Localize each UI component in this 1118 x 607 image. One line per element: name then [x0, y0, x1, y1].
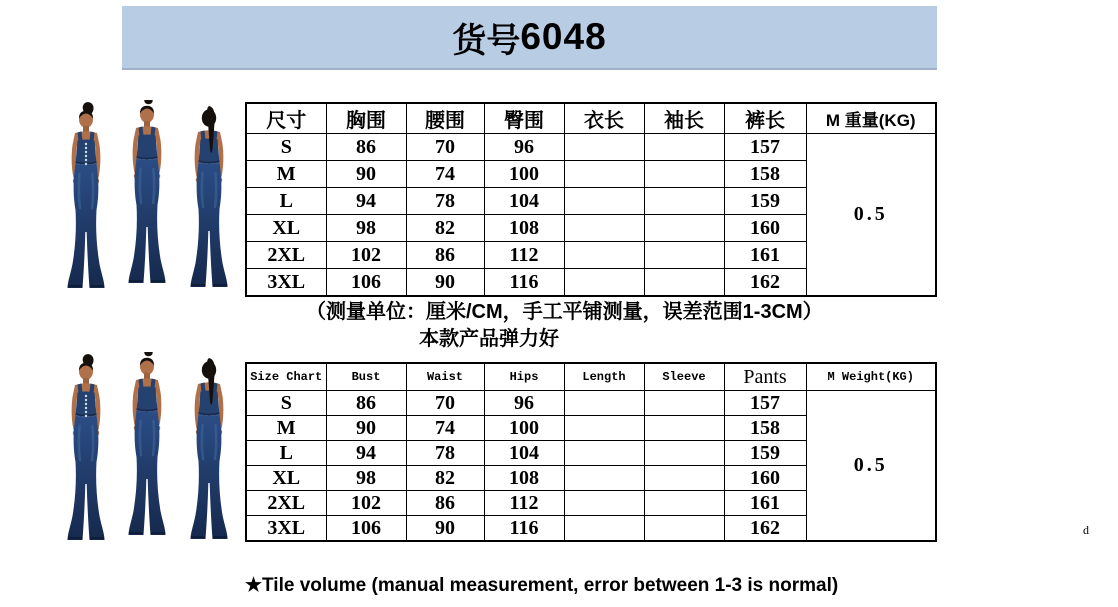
column-header-pants: Pants [724, 363, 806, 391]
column-header-bust: Bust [326, 363, 406, 391]
cell-pants: 160 [724, 215, 806, 242]
tile-volume-note: ★Tile volume (manual measurement, error between 1-3 is normal) [245, 575, 839, 596]
cell-bust: 98 [326, 215, 406, 242]
cell-bust: 86 [326, 391, 406, 416]
cell-hips: 104 [484, 441, 564, 466]
column-header-weight: M Weight(KG) [806, 363, 936, 391]
cell-waist: 90 [406, 516, 484, 542]
column-header-hips: 臀围 [484, 103, 564, 134]
cell-size: S [246, 391, 326, 416]
cell-waist: 78 [406, 188, 484, 215]
cell-hips: 116 [484, 516, 564, 542]
size-table-cn [245, 102, 937, 297]
cell-waist: 74 [406, 161, 484, 188]
cell-pants: 161 [724, 491, 806, 516]
table-row [246, 391, 936, 416]
cell-bust: 102 [326, 242, 406, 269]
cell-size: M [246, 161, 326, 188]
column-header-length: Length [564, 363, 644, 391]
column-header-waist: Waist [406, 363, 484, 391]
cell-waist: 70 [406, 391, 484, 416]
item-number-banner [122, 6, 937, 70]
column-header-size: Size Chart [246, 363, 326, 391]
cell-waist: 82 [406, 215, 484, 242]
column-header-sleeve: Sleeve [644, 363, 724, 391]
cell-pants: 158 [724, 416, 806, 441]
column-header-size: 尺寸 [246, 103, 326, 134]
cell-size: S [246, 134, 326, 161]
column-header-pants: 裤长 [724, 103, 806, 134]
header-row [246, 363, 936, 391]
cell-bust: 94 [326, 441, 406, 466]
cell-waist: 78 [406, 441, 484, 466]
cell-pants: 160 [724, 466, 806, 491]
cell-sleeve [644, 466, 724, 491]
column-header-waist: 腰围 [406, 103, 484, 134]
cell-sleeve [644, 242, 724, 269]
cell-sleeve [644, 516, 724, 542]
item-number-label: 货号 [452, 22, 521, 60]
cell-pants: 162 [724, 516, 806, 542]
cell-waist: 74 [406, 416, 484, 441]
size-table-en [245, 362, 937, 542]
column-header-length: 衣长 [564, 103, 644, 134]
cell-length [564, 215, 644, 242]
cell-waist: 82 [406, 466, 484, 491]
cell-hips: 108 [484, 466, 564, 491]
cell-bust: 102 [326, 491, 406, 516]
cell-size: M [246, 416, 326, 441]
cell-pants: 157 [724, 134, 806, 161]
cell-bust: 106 [326, 516, 406, 542]
cell-bust: 94 [326, 188, 406, 215]
cell-size: XL [246, 466, 326, 491]
cell-hips: 96 [484, 391, 564, 416]
cell-pants: 157 [724, 391, 806, 416]
cell-size: 3XL [246, 269, 326, 297]
cell-pants: 161 [724, 242, 806, 269]
cell-length [564, 242, 644, 269]
cell-waist: 86 [406, 242, 484, 269]
measurement-unit-note: （测量单位：厘米/CM，手工平铺测量，误差范围1-3CM） [306, 301, 823, 323]
cell-waist: 90 [406, 269, 484, 297]
cell-bust: 98 [326, 466, 406, 491]
cell-sleeve [644, 215, 724, 242]
cell-sleeve [644, 391, 724, 416]
cell-bust: 86 [326, 134, 406, 161]
item-number-value: 6048 [520, 16, 607, 57]
cell-sleeve [644, 491, 724, 516]
cell-length [564, 491, 644, 516]
cell-hips: 100 [484, 161, 564, 188]
cell-sleeve [644, 416, 724, 441]
cell-bust: 90 [326, 161, 406, 188]
cell-length [564, 161, 644, 188]
table-row [246, 134, 936, 161]
elasticity-note: 本款产品弹力好 [419, 328, 559, 350]
cell-pants: 159 [724, 188, 806, 215]
cell-length [564, 416, 644, 441]
cell-size: L [246, 441, 326, 466]
cell-bust: 106 [326, 269, 406, 297]
cell-waist: 70 [406, 134, 484, 161]
weight-value-cell: 0.5 [806, 134, 936, 297]
cell-length [564, 188, 644, 215]
cell-length [564, 269, 644, 297]
cell-size: XL [246, 215, 326, 242]
cell-sleeve [644, 269, 724, 297]
cell-length [564, 134, 644, 161]
cell-hips: 112 [484, 491, 564, 516]
cell-hips: 116 [484, 269, 564, 297]
cell-pants: 158 [724, 161, 806, 188]
column-header-sleeve: 袖长 [644, 103, 724, 134]
cell-length [564, 391, 644, 416]
cell-hips: 100 [484, 416, 564, 441]
stray-character: d [1083, 523, 1089, 537]
cell-length [564, 516, 644, 542]
cell-hips: 104 [484, 188, 564, 215]
cell-size: 3XL [246, 516, 326, 542]
cell-sleeve [644, 188, 724, 215]
cell-size: 2XL [246, 242, 326, 269]
cell-length [564, 466, 644, 491]
column-header-weight: M 重量(KG) [806, 103, 936, 134]
cell-sleeve [644, 134, 724, 161]
cell-sleeve [644, 441, 724, 466]
product-photo-top [55, 100, 241, 292]
cell-sleeve [644, 161, 724, 188]
column-header-bust: 胸围 [326, 103, 406, 134]
cell-hips: 112 [484, 242, 564, 269]
cell-length [564, 441, 644, 466]
cell-bust: 90 [326, 416, 406, 441]
cell-waist: 86 [406, 491, 484, 516]
header-row [246, 103, 936, 134]
cell-pants: 162 [724, 269, 806, 297]
weight-value-cell: 0.5 [806, 391, 936, 542]
cell-hips: 108 [484, 215, 564, 242]
cell-size: L [246, 188, 326, 215]
cell-pants: 159 [724, 441, 806, 466]
product-photo-bottom [55, 352, 241, 544]
cell-size: 2XL [246, 491, 326, 516]
column-header-hips: Hips [484, 363, 564, 391]
cell-hips: 96 [484, 134, 564, 161]
